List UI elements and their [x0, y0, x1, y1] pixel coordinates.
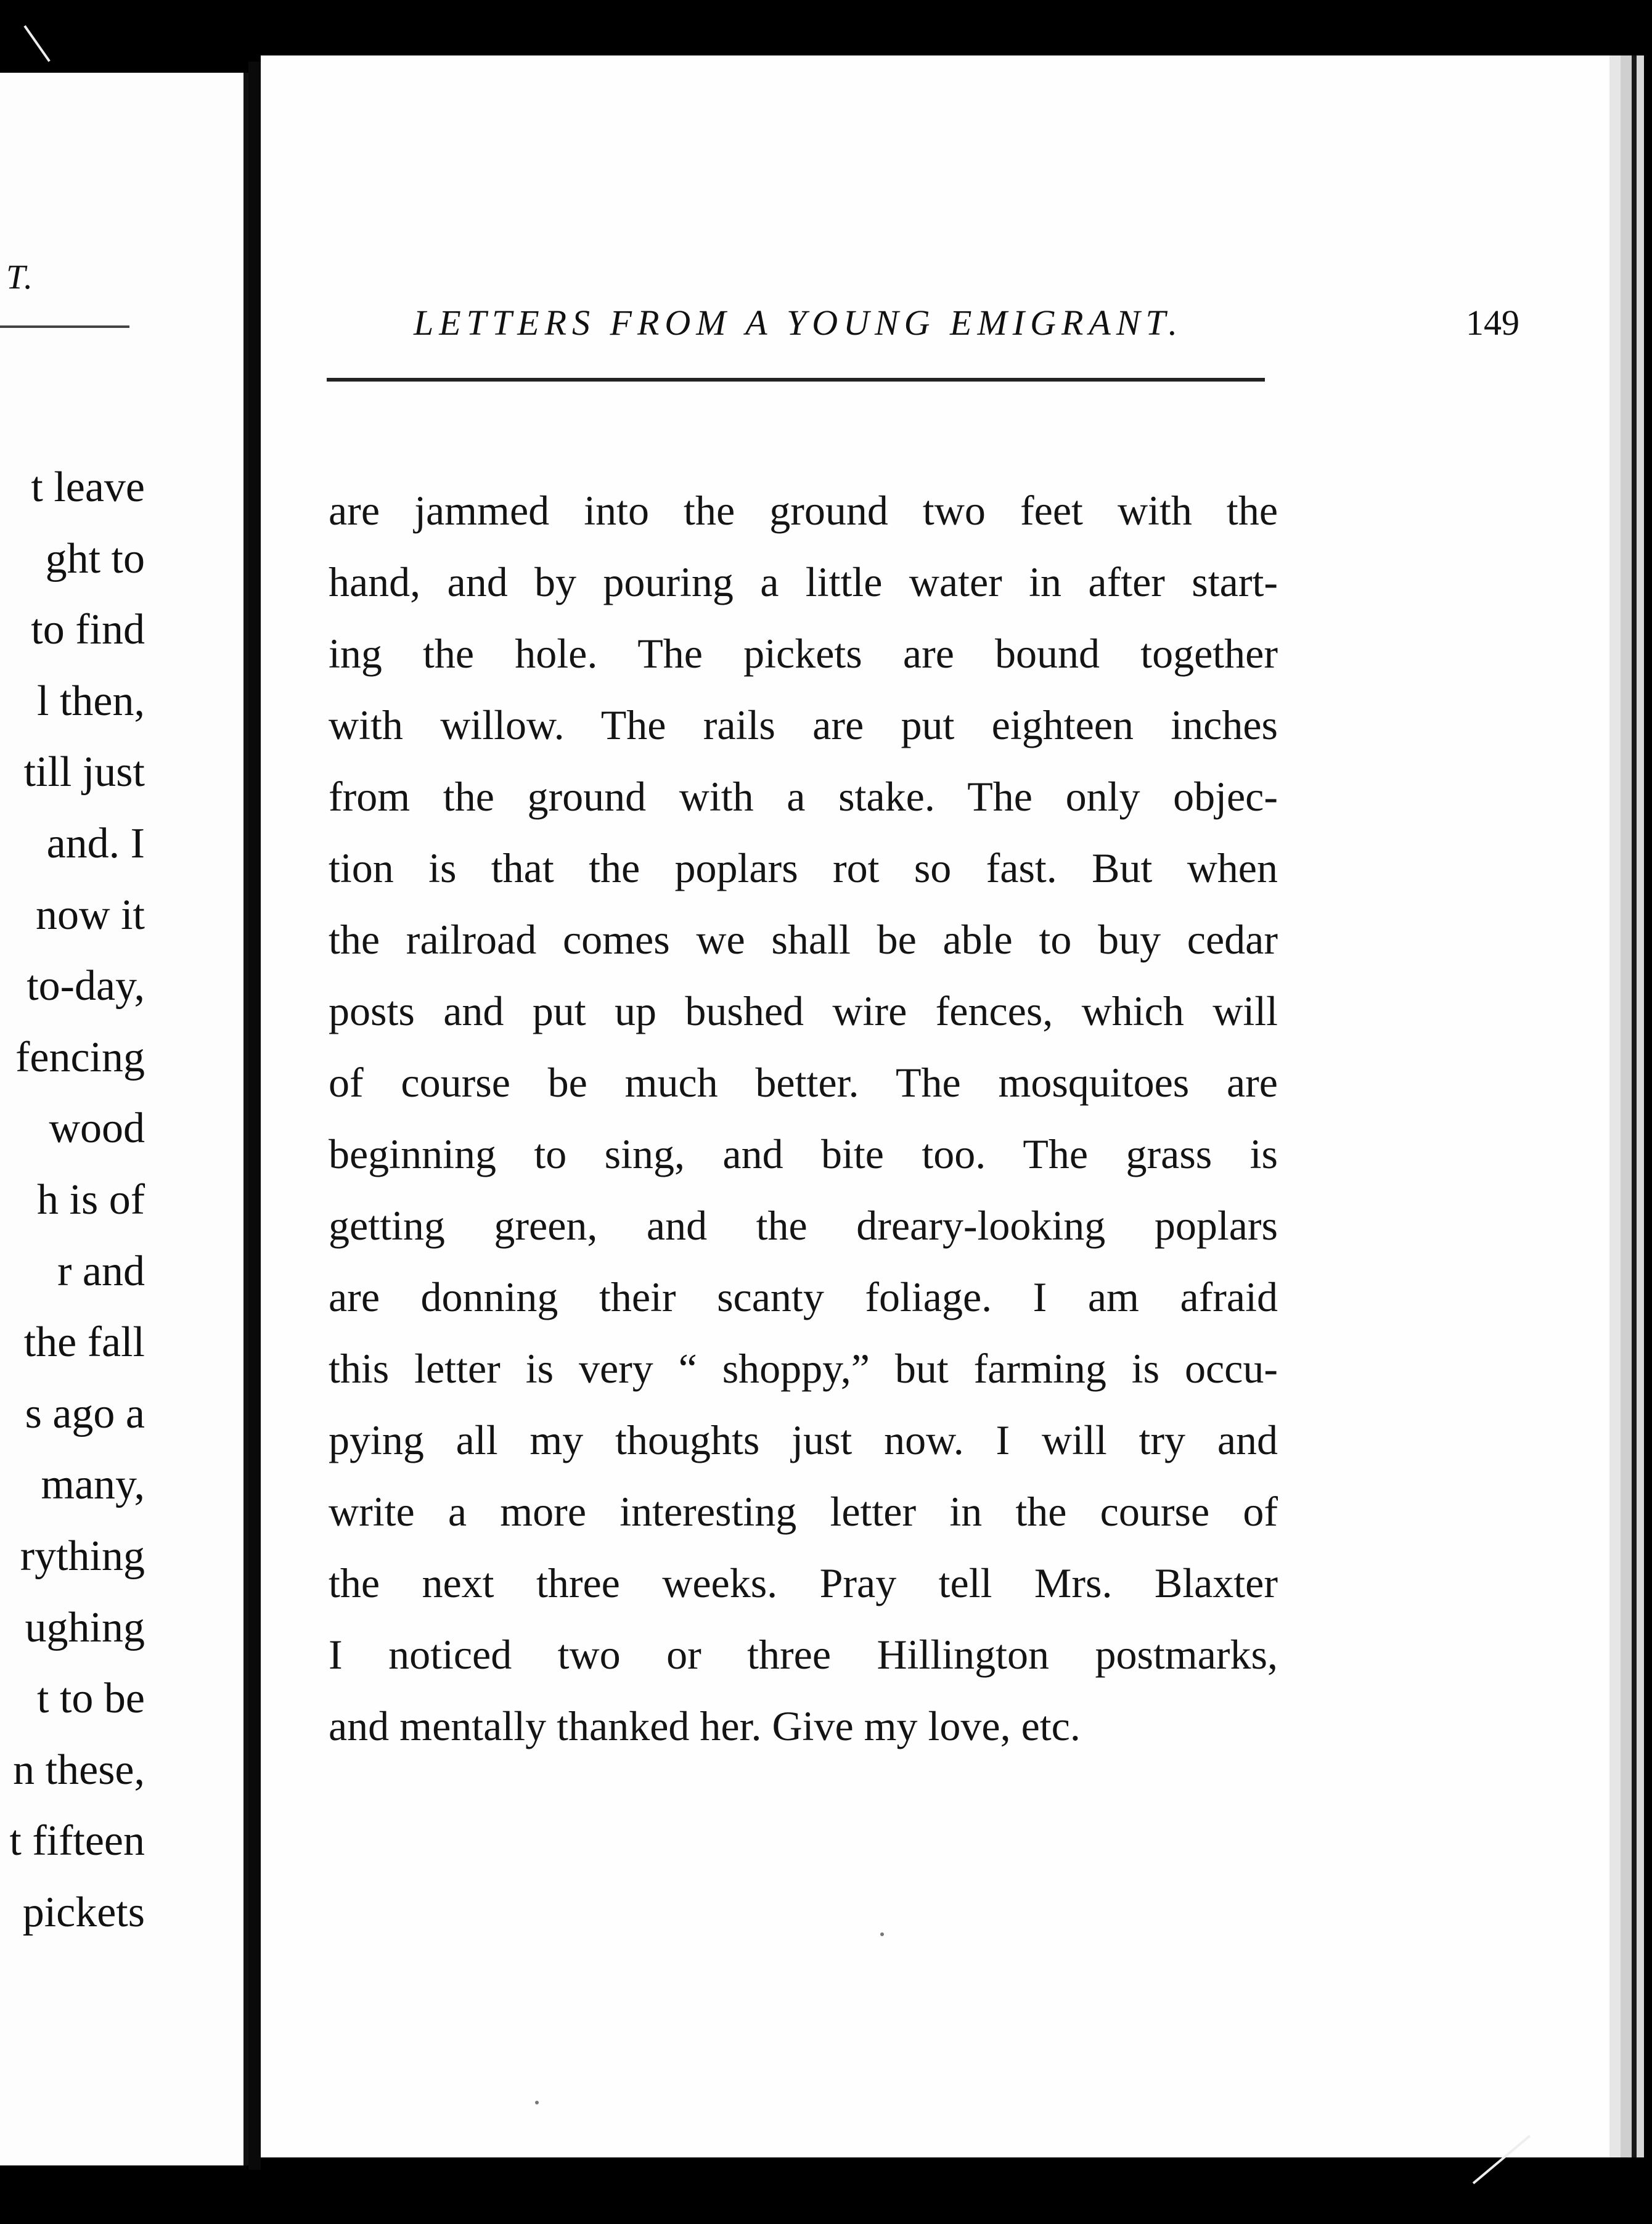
text-line: the next three weeks. Pray tell Mrs. Blaxter: [329, 1560, 1278, 1606]
left-text-line: to find: [31, 606, 145, 654]
left-text-line: t fifteen: [9, 1817, 145, 1865]
running-head: LETTERS FROM A YOUNG EMIGRANT.: [414, 303, 1183, 343]
left-page: [0, 73, 248, 2165]
right-page: [261, 55, 1609, 2157]
left-text-line: l then,: [37, 677, 145, 725]
text-line: getting green, and the dreary-looking poplars: [329, 1202, 1278, 1249]
text-line: from the ground with a stake. The only objec-: [329, 773, 1278, 820]
left-text-line: to-day,: [27, 962, 145, 1010]
scan-speck: [535, 2101, 539, 2104]
left-text-line: h is of: [37, 1175, 145, 1224]
left-text-line: wood: [49, 1105, 145, 1153]
left-text-line: many,: [41, 1461, 145, 1509]
left-text-line: ght to: [45, 534, 145, 583]
left-text-line: s ago a: [25, 1389, 145, 1437]
text-line: pying all my thoughts just now. I will try and: [329, 1417, 1278, 1463]
head-rule: [327, 378, 1265, 382]
scan-speck: [880, 1932, 884, 1936]
left-page-text: [0, 452, 243, 1948]
left-text-line: till just: [23, 748, 145, 796]
text-line: are jammed into the ground two feet with the: [329, 487, 1278, 534]
text-line: with willow. The rails are put eighteen inches: [329, 701, 1278, 748]
left-text-line: t to be: [37, 1675, 145, 1723]
left-text-line: and. I: [46, 819, 145, 867]
text-line: hand, and by pouring a little water in after start-: [329, 558, 1278, 605]
left-text-line: fencing: [15, 1033, 145, 1081]
left-text-line: t leave: [31, 464, 145, 511]
text-line: posts and put up bushed wire fences, which will: [329, 987, 1278, 1034]
page-number: 149: [1466, 303, 1519, 343]
text-line: beginning to sing, and bite too. The grass is: [329, 1130, 1278, 1177]
scan-artifact: [23, 25, 50, 62]
left-running-head-fragment: T.: [6, 258, 34, 296]
left-head-rule: [0, 325, 129, 328]
text-line: ing the hole. The pickets are bound together: [329, 630, 1278, 677]
text-line: I noticed two or three Hillington postmarks,: [329, 1631, 1278, 1678]
body-text: [329, 475, 1278, 1762]
left-text-line: rything: [20, 1532, 145, 1580]
text-line: are donning their scanty foliage. I am afraid: [329, 1273, 1278, 1320]
left-text-line: now it: [36, 891, 145, 939]
left-text-line: pickets: [22, 1888, 145, 1936]
left-text-line: ughing: [25, 1603, 145, 1651]
left-text-line: n these,: [13, 1746, 145, 1794]
text-line: this letter is very “ shoppy,” but farming is occu-: [329, 1345, 1278, 1392]
text-line: of course be much better. The mosquitoes are: [329, 1059, 1278, 1106]
left-text-line: the fall: [23, 1318, 145, 1367]
text-line: the railroad comes we shall be able to buy cedar: [329, 916, 1278, 963]
text-line: write a more interesting letter in the course of: [329, 1488, 1278, 1535]
left-text-line: r and: [57, 1247, 145, 1295]
book-gutter: [248, 62, 261, 2170]
text-line: tion is that the poplars rot so fast. But when: [329, 844, 1278, 891]
text-line: and mentally thanked her. Give my love, etc.: [329, 1703, 1081, 1749]
